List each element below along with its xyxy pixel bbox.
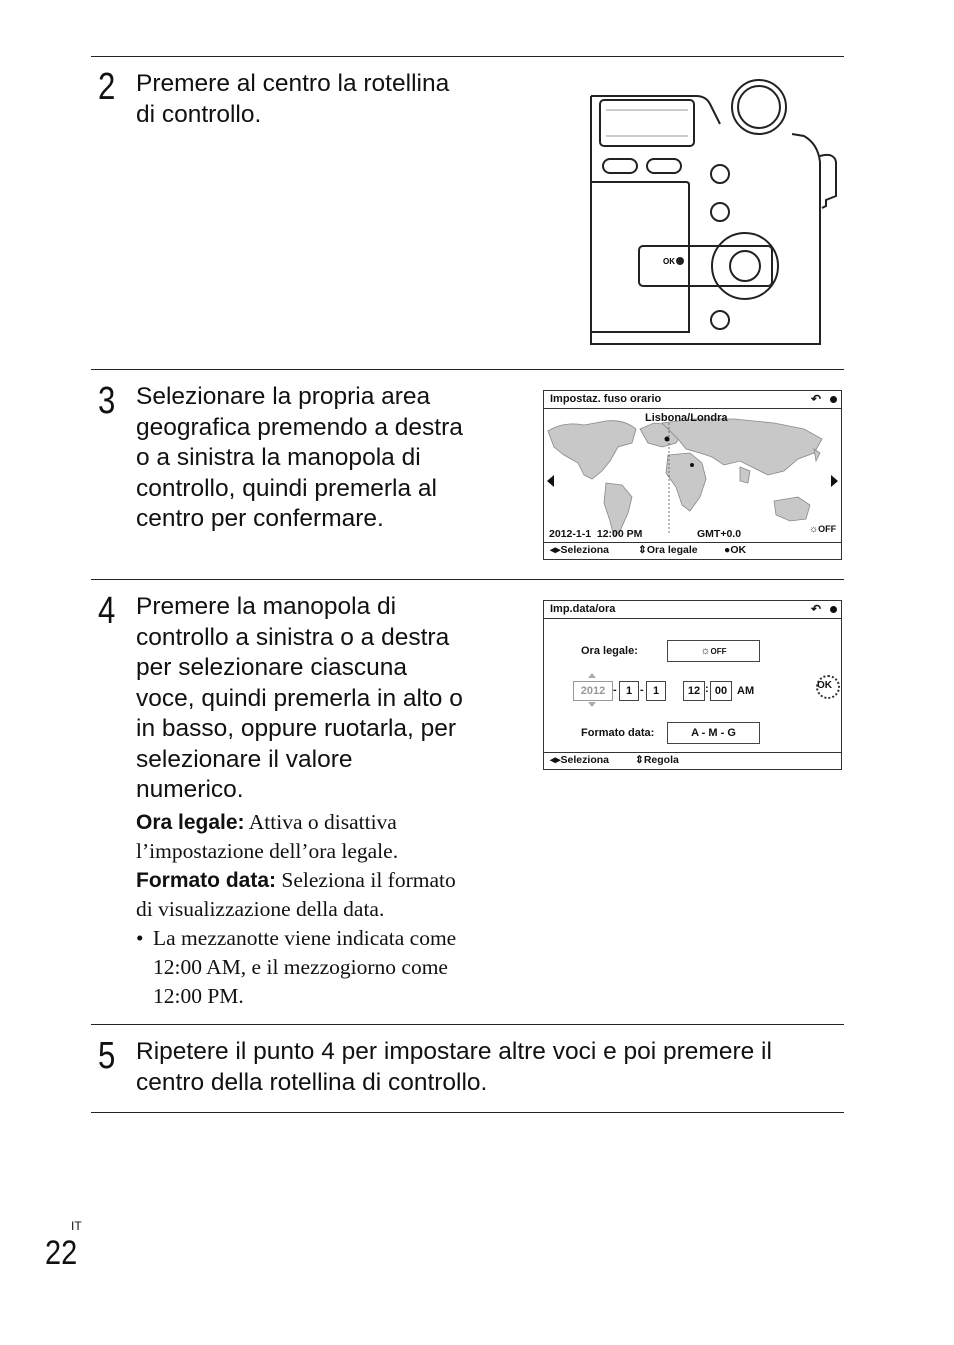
year-up-arrow-icon xyxy=(588,673,596,678)
step-4-notes: Ora legale: Attiva o disattiva l’impostazione dell’ora legale. Formato data: Seleziona il formato di visualizzazione della data. xyxy=(136,810,456,921)
left-right-icon: ◂▸ xyxy=(550,544,561,556)
formato-data-term: Formato data: xyxy=(136,869,277,892)
record-dot-icon xyxy=(830,606,837,613)
step-2-text: Premere al centro la rotellina di controllo. xyxy=(136,70,450,128)
year-down-arrow-icon xyxy=(588,702,596,707)
minute-field[interactable]: 00 xyxy=(710,681,732,701)
camera-back-illustration xyxy=(586,78,844,348)
home-marker xyxy=(690,463,694,467)
step-3-number: 3 xyxy=(98,380,116,422)
left-arrow-icon xyxy=(547,475,554,487)
gmt-offset: GMT+0.0 xyxy=(697,528,742,540)
back-icon: ↶ xyxy=(810,392,821,406)
dst-field[interactable]: ☼OFF xyxy=(667,640,760,662)
ok-label: OK xyxy=(817,680,832,691)
footer-dst: ⇕Ora legale xyxy=(638,544,698,556)
up-down-icon: ⇕ xyxy=(635,754,644,766)
step-5-text: Ripetere il punto 4 per impostare altre voci e poi premere il centro della rotellina di controllo. xyxy=(136,1038,772,1096)
step-4-number: 4 xyxy=(98,590,116,632)
back-icon: ↶ xyxy=(810,602,821,616)
selected-city: Lisbona/Londra xyxy=(645,412,728,424)
right-arrow-icon xyxy=(831,475,838,487)
rotate-dial-icon xyxy=(676,257,684,265)
step-5-number: 5 xyxy=(98,1035,116,1077)
dst-off-icon: ☼OFF xyxy=(809,524,837,535)
footer-select: ◂▸Seleziona xyxy=(550,544,609,556)
selected-city-marker xyxy=(665,437,670,442)
date-time-screen-title: Imp.data/ora xyxy=(550,603,616,615)
ok-label: OK xyxy=(663,257,675,266)
rule-top xyxy=(91,56,844,57)
center-dot-icon: ● xyxy=(724,544,731,556)
rule-after-step-2 xyxy=(91,369,844,370)
timezone-datetime: 2012-1-1 12:00 PM xyxy=(549,528,643,540)
record-dot-icon xyxy=(830,396,837,403)
year-field[interactable]: 2012 xyxy=(573,681,613,701)
step-3-text: Selezionare la propria area geografica premendo a destra o a sinistra la manopola di controllo, quindi premerla al centro per confermare. xyxy=(136,383,463,532)
page-number: 22 xyxy=(45,1234,78,1272)
ora-legale-term: Ora legale: xyxy=(136,811,245,834)
date-format-field[interactable]: A - M - G xyxy=(667,722,760,744)
timezone-screen xyxy=(543,390,842,560)
ampm-value: AM xyxy=(737,685,755,697)
rule-after-step-4 xyxy=(91,1024,844,1025)
footer-select: ◂▸Seleziona xyxy=(550,754,609,766)
rule-after-step-3 xyxy=(91,579,844,580)
hour-field[interactable]: 12 xyxy=(683,681,705,701)
rule-after-step-5 xyxy=(91,1112,844,1113)
footer-adjust: ⇕Regola xyxy=(635,754,679,766)
date-time-screen: Imp.data/ora ↶ Ora legale: ☼OFF 2012 - 1 - 1 12 : 00 AM OK Formato data: A - M - G ◂▸Seleziona ⇕Regola xyxy=(543,600,842,770)
footer-ok: ●OK xyxy=(724,544,747,556)
up-down-icon: ⇕ xyxy=(638,544,647,556)
step-4-text: Premere la manopola di controllo a sinistra o a destra per selezionare ciascuna voce, quindi premerla in alto o in basso, oppure ruotarla, per selezionare il valore numerico. xyxy=(136,593,463,803)
page-language: IT xyxy=(71,1219,82,1233)
day-field[interactable]: 1 xyxy=(646,681,666,701)
dst-sun-icon: ☼ xyxy=(700,645,711,657)
timezone-screen-title: Impostaz. fuso orario xyxy=(550,393,662,405)
midnight-note: • La mezzanotte viene indicata come 12:00 AM, e il mezzogiorno come 12:00 PM. xyxy=(136,926,457,1008)
date-format-label: Formato data: xyxy=(581,727,655,739)
world-map xyxy=(544,409,841,543)
step-2-number: 2 xyxy=(98,66,116,108)
month-field[interactable]: 1 xyxy=(619,681,639,701)
left-right-icon: ◂▸ xyxy=(550,754,561,766)
dst-label: Ora legale: xyxy=(581,645,638,657)
